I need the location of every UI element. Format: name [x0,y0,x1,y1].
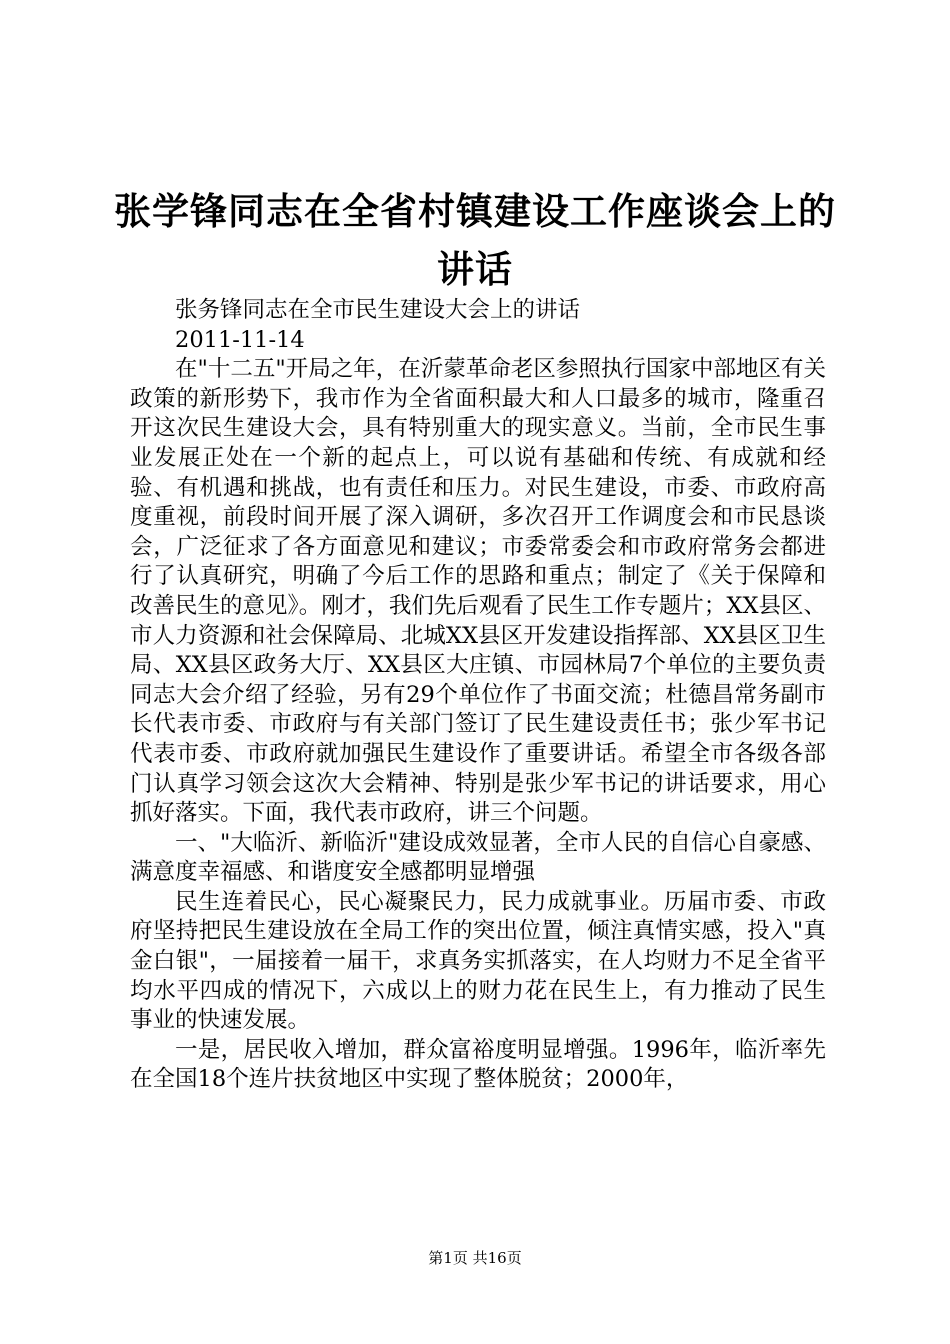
document-body [130,296,826,1095]
body-paragraph: 在"十二五"开局之年，在沂蒙革命老区参照执行国家中部地区有关政策的新形势下，我市作为全省面积最大和人口最多的城市，隆重召开这次民生建设大会，具有特别重大的现实意义。当前，全市民生事业发展正处在一个新的起点上，可以说有基础和传统、有成就和经验、有机遇和挑战，也有责任和压力。对民生建设，市委、市政府高度重视，前段时间开展了深入调研，多次召开工作调度会和市民恳谈会，广泛征求了各方面意见和建议；市委常委会和市政府常务会都进行了认真研究，明确了今后工作的思路和重点；制定了《关于保障和改善民生的意见》。刚才，我们先后观看了民生工作专题片；XX县区、市人力资源和社会保障局、北城XX县区开发建设指挥部、XX县区卫生局、XX县区政务大厅、XX县区大庄镇、市园林局7个单位的主要负责同志大会介绍了经验，另有29个单位作了书面交流；杜德昌常务副市长代表市委、市政府与有关部门签订了民生建设责任书；张少军书记代表市委、市政府就加强民生建设作了重要讲话。希望全市各级各部门认真学习领会这次大会精神、特别是张少军书记的讲话要求，用心抓好落实。下面，我代表市政府，讲三个问题。 [130,356,826,827]
page-footer [0,1248,950,1268]
document-title: 张学锋同志在全省村镇建设工作座谈会上的讲话 [114,189,836,291]
page-total: 共16页 [472,1249,522,1267]
body-paragraph: 民生连着民心，民心凝聚民力，民力成就事业。历届市委、市政府坚持把民生建设放在全局工作的突出位置，倾注真情实感，投入"真金白银"，一届接着一届干，求真务实抓落实，在人均财力不足全省平均水平四成的情况下，六成以上的财力花在民生上，有力推动了民生事业的快速发展。 [130,888,826,1034]
document-subtitle: 张务锋同志在全市民生建设大会上的讲话 [175,297,581,323]
section-heading: 一、"大临沂、新临沂"建设成效显著，全市人民的自信心自豪感、满意度幸福感、和谐度安全感都明显增强 [130,829,826,886]
page-number: 第1页 [428,1249,468,1267]
document-date: 2011-11-14 [175,326,305,353]
body-paragraph: 一是，居民收入增加，群众富裕度明显增强。1996年，临沂率先在全国18个连片扶贫地区中实现了整体脱贫；2000年， [130,1036,826,1093]
